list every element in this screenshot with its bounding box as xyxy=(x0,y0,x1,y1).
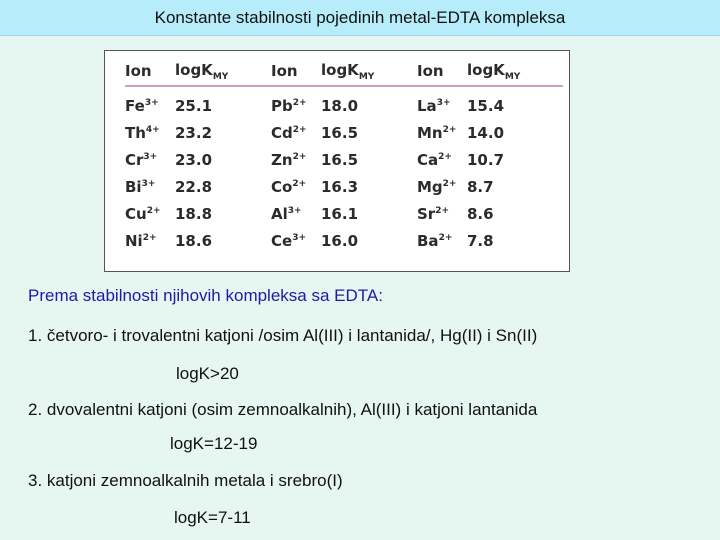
table-row xyxy=(125,119,563,146)
logk-cell: 18.6 xyxy=(175,231,213,250)
ion-cell: $Ni^{2+}$ xyxy=(125,231,157,250)
ion-cell: $Pb^{2+}$ xyxy=(271,97,307,115)
ion-cell: $Ca^{2+}$ xyxy=(417,150,452,169)
title-bar xyxy=(0,0,720,36)
ion-cell: $Al^{3+}$ xyxy=(271,204,302,223)
logk-cell: 8.6 xyxy=(467,204,494,223)
table-row xyxy=(125,86,563,119)
stability-constants-table xyxy=(125,59,563,254)
stability-constants-table-image xyxy=(104,50,570,272)
logk-cell: 16.5 xyxy=(321,123,359,142)
ion-cell: $Cd^{2+}$ xyxy=(271,123,307,142)
group-3-text: 3. katjoni zemnoalkalnih metala i srebro(I) xyxy=(28,471,343,490)
explanation-heading: Prema stabilnosti njihovih kompleksa sa EDTA: xyxy=(28,286,383,305)
table-row xyxy=(125,146,563,173)
table-header-row xyxy=(125,59,563,86)
ion-cell: $Ce^{3+}$ xyxy=(271,231,306,250)
table-row xyxy=(125,173,563,200)
logk-cell: 25.1 xyxy=(175,97,213,115)
logk-cell: 16.5 xyxy=(321,150,359,169)
table-row xyxy=(125,200,563,227)
header-ion: Ion xyxy=(271,62,298,80)
ion-cell: $Co^{2+}$ xyxy=(271,177,307,196)
logk-cell: 10.7 xyxy=(467,150,505,169)
logk-cell: 7.8 xyxy=(467,231,494,250)
group-2-text: 2. dvovalentni katjoni (osim zemnoalkalnih), Al(III) i katjoni lantanida xyxy=(28,400,538,419)
logk-cell: 16.0 xyxy=(321,231,359,250)
logk-cell: 15.4 xyxy=(467,97,505,115)
ion-cell: $Zn^{2+}$ xyxy=(271,150,307,169)
table-row xyxy=(125,227,563,254)
logk-cell: 18.0 xyxy=(321,97,359,115)
logk-cell: 14.0 xyxy=(467,123,505,142)
ion-cell: $Ba^{2+}$ xyxy=(417,231,453,250)
group-1-text: 1. četvoro- i trovalentni katjoni /osim Al(III) i lantanida/, Hg(II) i Sn(II) xyxy=(28,326,538,345)
group-2-logk: logK=12-19 xyxy=(170,434,258,453)
group-1-logk: logK>20 xyxy=(176,364,239,383)
ion-cell: $Sr^{2+}$ xyxy=(417,204,450,223)
header-logk: logK$_{MY}$ xyxy=(467,60,521,82)
logk-cell: 8.7 xyxy=(467,177,494,196)
header-logk: logK$_{MY}$ xyxy=(175,60,229,82)
ion-cell: $Bi^{3+}$ xyxy=(125,177,156,196)
ion-cell: $La^{3+}$ xyxy=(417,97,451,115)
logk-cell: 23.0 xyxy=(175,150,213,169)
header-ion: Ion xyxy=(417,62,444,80)
page-title: Konstante stabilnosti pojedinih metal-EDTA kompleksa xyxy=(154,7,566,27)
ion-cell: $Mn^{2+}$ xyxy=(417,123,457,142)
logk-cell: 16.1 xyxy=(321,204,359,223)
header-logk: logK$_{MY}$ xyxy=(321,60,375,82)
ion-cell: $Mg^{2+}$ xyxy=(417,177,457,196)
ion-cell: $Cu^{2+}$ xyxy=(125,204,161,223)
header-ion: Ion xyxy=(125,62,152,80)
logk-cell: 22.8 xyxy=(175,177,213,196)
ion-cell: $Fe^{3+}$ xyxy=(125,97,159,115)
ion-cell: $Cr^{3+}$ xyxy=(125,150,158,169)
ion-cell: $Th^{4+}$ xyxy=(125,123,160,142)
logk-cell: 23.2 xyxy=(175,123,213,142)
group-3-logk: logK=7-11 xyxy=(174,508,251,527)
logk-cell: 18.8 xyxy=(175,204,213,223)
logk-cell: 16.3 xyxy=(321,177,359,196)
